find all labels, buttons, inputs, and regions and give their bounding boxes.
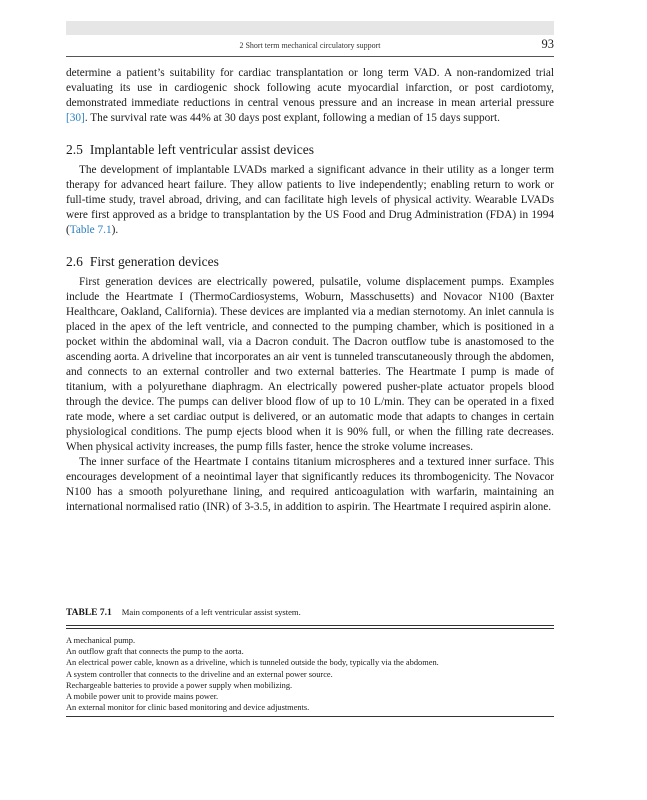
section-2-5-text-1: The development of implantable LVADs marked a significant advance in their utility as a longer term therapy for advanced heart failure. They allow patients to live independently; enabling return to work or full-time study, travel abroad, driving, and can facilitate high levels of physical activity. Wearable LVADs were first approved as a bridge to transplantation by the US Food and Drug Administration (FDA) in 1994 ( [66,164,554,236]
intro-paragraph [66,66,554,126]
section-2-6-paragraph-2: The inner surface of the Heartmate I contains titanium microspheres and a textured inner surface. This encourages development of a neointimal layer that significantly reduces its thrombogenicity. The Novacor N100 has a smooth polyurethane lining, and required anticoagulation with warfarin, maintaining an international normalised ratio (INR) of 3-3.5, in addition to aspirin. The Heartmate I required aspirin alone. [66,456,554,513]
table-caption [66,606,554,626]
table-row: An outflow graft that connects the pump to the aorta. [66,647,244,657]
section-2-5-paragraph [66,163,554,238]
section-title: Implantable left ventricular assist devices [89,142,315,157]
table-label: TABLE 7.1 [66,608,112,618]
table-row: An electrical power cable, known as a driveline, which is tunneled outside the body, typically via the abdomen. [66,658,439,668]
table-row: Rechargeable batteries to provide a power supply when mobilizing. [66,680,293,690]
intro-text-1: determine a patient’s suitability for cardiac transplantation or long term VAD. A non-randomized trial evaluating its use in cardiogenic shock following acute myocardial infarction, or post cardiotomy, demonstrated immediate reductions in central venous pressure and an increase in mean arterial pressure [66,67,554,109]
section-heading-2-6 [66,254,554,270]
section-title: First generation devices [89,254,219,269]
running-title: 2 Short term mechanical circulatory support [239,41,381,50]
table-7-1-link[interactable]: Table 7.1 [69,224,112,236]
table-rule [66,626,554,629]
section-number: 2.5 [66,142,83,157]
intro-text-2: . The survival rate was 44% at 30 days post explant, following a median of 15 days support. [84,112,501,124]
table-row: An external monitor for clinic based monitoring and device adjustments. [66,703,310,713]
table-row: A mobile power unit to provide mains power. [66,692,219,702]
table-caption-text: Main components of a left ventricular assist system. [121,607,301,617]
table-row: A system controller that connects to the driveline and an external power source. [66,669,333,679]
section-2-6-paragraph-1: First generation devices are electrically powered, pulsatile, volume displacement pumps. Examples include the Heartmate I (ThermoCardiosystems, Woburn, Masschusetts) and Novacor N100 (Baxter Healthcare, Oakland, California). These devices are implanted via a median sternotomy. An inlet cannula is placed in the apex of the left ventricle, and connected to the pumping chamber, which is positioned in a pocket within the abdominal wall, via a Dacron conduit. The Dacron outflow tube is anastomosed to the ascending aorta. A driveline that incorporates an air vent is tunneled transcutaneously through the abdomen, and connects to an external controller and two external batteries. The Heartmate I pump is made of titanium, with a polyurethane diaphragm. An electrically powered pusher-plate actuator propels blood through the device. The pumps can deliver blood flow of up to 10 L/min. They can be operated in a fixed rate mode, where a set cardiac output is delivered, or an automatic mode that adapts to changes in certain physiological conditions. The pump ejects blood when it is 90% full, or when the filling rate decreases. When physical activity increases, the pump fills faster, hence the stroke volume increases. [66,276,554,453]
page-number: 93 [541,37,554,51]
reference-link-30[interactable]: [30] [66,112,85,124]
table-row: A mechanical pump. [66,636,136,645]
section-2-5-text-2: ). [111,224,119,236]
main-content [66,66,554,515]
table-7-1 [66,606,554,717]
section-heading-2-5 [66,142,554,158]
top-gray-bar [66,21,554,35]
table-bottom-rule [66,716,554,717]
page-header [66,36,554,57]
section-number: 2.6 [66,254,83,269]
